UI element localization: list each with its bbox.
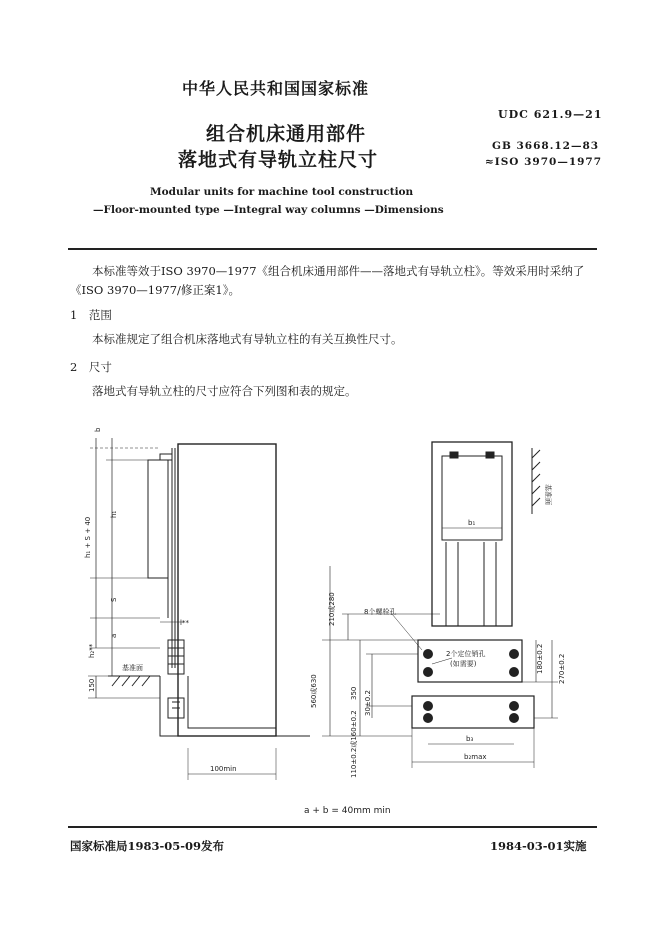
lower-base-plate (412, 696, 534, 728)
label-560-630: 560或630 (310, 674, 318, 708)
footer-issue-date: 国家标准局1983-05-09发布 (70, 839, 225, 853)
label-b1: b₁ (468, 519, 476, 527)
label-h1: h₁ (110, 510, 118, 518)
label-b: b (94, 427, 102, 432)
label-datum-left: 基准面 (122, 664, 143, 672)
label-s: S (110, 597, 118, 602)
section2-text: 落地式有导轨立柱的尺寸应符合下列图和表的规定。 (92, 384, 357, 398)
label-30: 30±0.2 (364, 690, 372, 716)
label-dowel-holes: 2个定位销孔 (446, 650, 486, 658)
footer-rule (68, 826, 597, 828)
label-b3: b₃ (466, 735, 474, 743)
label-b2max: b₂max (464, 753, 487, 761)
section1-heading: 1 范围 (70, 308, 112, 322)
column-body (178, 444, 276, 736)
label-if-needed: (如需要) (450, 660, 477, 668)
label-150: 150 (88, 678, 96, 692)
right-view-labels (309, 484, 566, 778)
label-350: 350 (350, 686, 358, 700)
section1-text: 本标准规定了组合机床落地式有导轨立柱的有关互换性尺寸。 (92, 332, 403, 346)
technical-drawing (60, 418, 600, 818)
label-110-160: 110±0.2或160±0.2 (350, 710, 358, 778)
title-line1: 组合机床通用部件 (206, 123, 367, 145)
title-line2: 落地式有导轨立柱尺寸 (178, 149, 379, 171)
national-standard-heading: 中华人民共和国国家标准 (182, 79, 370, 98)
label-270: 270±0.2 (558, 653, 566, 684)
intro-paragraph: 本标准等效于ISO 3970—1977《组合机床通用部件——落地式有导轨立柱》。等效采用时采纳了《ISO 3970—1977/修正案1》。 (70, 264, 585, 297)
label-bolt-holes: 8个螺栓孔 (364, 608, 397, 616)
english-title-line2: —Floor-mounted type —Integral way columns —Dimensions (93, 204, 444, 216)
label-100min: 100min (210, 765, 237, 773)
left-view (88, 438, 310, 780)
iso-equivalent: ≈ISO 3970—1977 (485, 156, 603, 168)
label-180: 180±0.2 (536, 643, 544, 674)
label-datum-right: 基准面 (544, 484, 552, 505)
drawing-caption: a + b = 40mm min (304, 806, 391, 816)
udc-code: UDC 621.9—21 (498, 108, 603, 121)
slide-front (442, 456, 502, 540)
label-h2: h₂** (88, 643, 96, 658)
english-title-line1: Modular units for machine tool construction (150, 186, 414, 198)
section2-heading: 2 尺寸 (70, 360, 112, 374)
label-a: a (110, 633, 118, 638)
slide-unit (148, 460, 168, 578)
header-rule (68, 248, 597, 250)
label-210-280: 210或280 (328, 592, 336, 626)
column-front (432, 442, 512, 626)
footer-effective-date: 1984-03-01实施 (490, 839, 587, 853)
gb-code: GB 3668.12—83 (492, 140, 600, 152)
base-bolt-block (168, 640, 184, 674)
label-l: l** (180, 619, 189, 627)
label-h1-s-40: h₁ + S + 40 (84, 516, 92, 558)
slide-top-cap (160, 454, 172, 460)
